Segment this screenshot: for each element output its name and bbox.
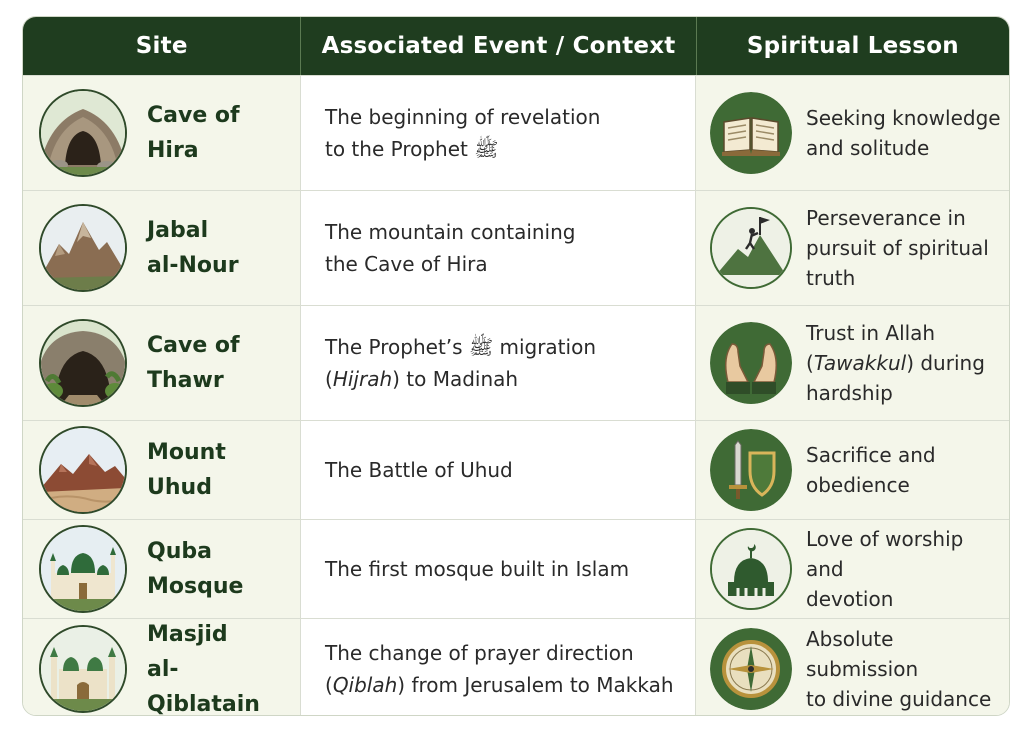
- event-text: the Cave of Hira: [325, 252, 488, 276]
- event-italic: Qiblah: [332, 673, 398, 697]
- mosque-dome-icon: [710, 528, 792, 610]
- lesson-text: Sacrifice and: [806, 443, 936, 467]
- site-name: Mosque: [147, 574, 244, 599]
- site-name: Mount Uhud: [147, 440, 226, 500]
- site-name: Cave of Hira: [147, 103, 240, 163]
- lesson-text: Perseverance in: [806, 206, 966, 230]
- event-text: The change of prayer direction: [325, 641, 634, 665]
- twin-mosque-icon: [39, 625, 127, 713]
- event-text: ) to Madinah: [392, 367, 519, 391]
- desert-mountain-icon: [39, 426, 127, 514]
- table-row: [23, 305, 1009, 420]
- event-text: The first mosque built in Islam: [325, 557, 630, 581]
- site-name: al-Qiblatain: [147, 656, 260, 716]
- site-name: Quba: [147, 539, 212, 564]
- event-text: The Prophet’s ﷺ migration: [325, 335, 596, 359]
- sites-table: [22, 16, 1010, 716]
- event-text: The Battle of Uhud: [325, 458, 513, 482]
- site-name: Masjid: [147, 621, 228, 647]
- event-text: ) from Jerusalem to Makkah: [397, 673, 674, 697]
- event-italic: Hijrah: [332, 367, 393, 391]
- lesson-text: Seeking knowledge: [806, 106, 1001, 130]
- event-text: The mountain containing: [325, 220, 576, 244]
- event-text: to the Prophet ﷺ: [325, 137, 499, 161]
- table-row: [23, 618, 1009, 716]
- header-lesson: Spiritual Lesson: [746, 33, 959, 59]
- sword-shield-icon: [710, 429, 792, 511]
- site-name: Thawr: [147, 368, 224, 393]
- lesson-text: Absolute submission: [806, 627, 919, 681]
- table-row: [23, 519, 1009, 618]
- table-row: [23, 75, 1009, 190]
- lesson-text: (: [806, 351, 814, 375]
- open-book-icon: [710, 92, 792, 174]
- lesson-text: ) during: [906, 351, 985, 375]
- lesson-text: and solitude: [806, 136, 930, 160]
- lesson-text: to divine guidance: [806, 687, 992, 711]
- lesson-text: Trust in Allah: [806, 321, 936, 345]
- site-name: Jabal: [147, 218, 209, 243]
- mosque-icon: [39, 525, 127, 613]
- cave-icon: [39, 319, 127, 407]
- lesson-text: hardship: [806, 381, 893, 405]
- table-row: [23, 420, 1009, 519]
- site-name: al-Nour: [147, 253, 239, 278]
- lesson-text: obedience: [806, 473, 910, 497]
- table-header: [23, 17, 1009, 75]
- event-text: (: [325, 673, 333, 697]
- mountain-icon: [39, 204, 127, 292]
- table-row: [23, 190, 1009, 305]
- compass-icon: [710, 628, 792, 710]
- site-name: Cave of: [147, 333, 240, 358]
- event-text: The beginning of revelation: [325, 105, 601, 129]
- lesson-text: Love of worship and: [806, 527, 964, 581]
- lesson-text: devotion: [806, 587, 894, 611]
- lesson-italic: Tawakkul: [813, 351, 907, 375]
- event-text: (: [325, 367, 333, 391]
- header-site: Site: [23, 17, 301, 75]
- header-event: Associated Event / Context: [301, 17, 696, 75]
- lesson-text: pursuit of spiritual: [806, 236, 989, 260]
- lesson-text: truth: [806, 266, 856, 290]
- cave-icon: [39, 89, 127, 177]
- climber-flag-icon: [710, 207, 792, 289]
- praying-hands-icon: [710, 322, 792, 404]
